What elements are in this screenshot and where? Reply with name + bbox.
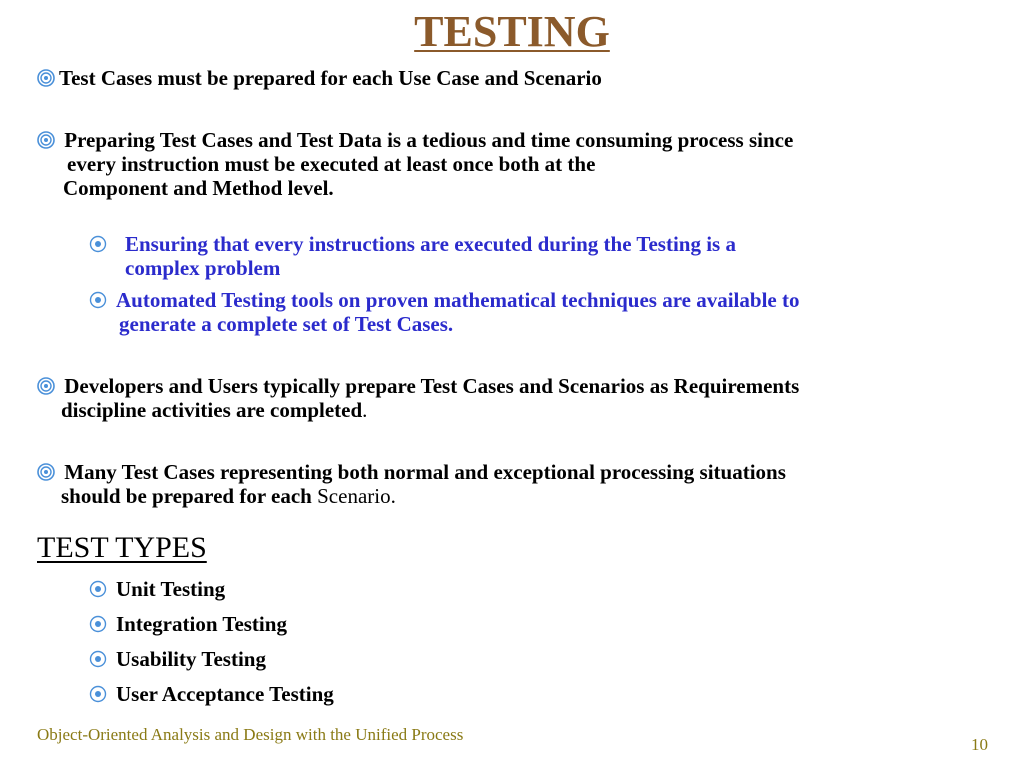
sub-bullet-2-line1: Automated Testing tools on proven mathematical techniques are available to [116,288,800,312]
test-type-label: Unit Testing [116,577,226,601]
sub-bullet-2-line2: generate a complete set of Test Cases. [119,312,454,336]
bullet-2-line1: Preparing Test Cases and Test Data is a tedious and time consuming process since [64,128,794,152]
bullet-4-line2-tail: Scenario. [311,484,396,508]
section-heading-test-types: TEST TYPES [37,531,207,564]
bullet-2 [37,128,793,200]
bullet-4-line1: Many Test Cases representing both normal and exceptional processing situations [64,460,786,484]
target-bullet-icon [89,615,107,633]
sub-bullet-1 [89,232,736,280]
page-number: 10 [971,735,988,754]
target-bullet-icon [89,650,107,668]
slide-title: TESTING [414,7,610,56]
test-type-label: User Acceptance Testing [116,682,334,706]
bullet-3-line2: discipline activities are completed [61,398,363,422]
bullet-4 [37,460,786,508]
target-bullet-icon [89,235,107,253]
test-type-item [89,647,266,671]
test-type-label: Usability Testing [116,647,266,671]
target-bullet-icon [89,580,107,598]
target-bullet-icon [37,463,55,481]
sub-bullet-2 [89,288,799,336]
target-bullet-icon [37,377,55,395]
bullet-3-line2-tail: . [362,398,368,422]
target-bullet-icon [37,69,55,87]
bullet-1 [37,66,602,90]
target-bullet-icon [37,131,55,149]
sub-bullet-1-line1: Ensuring that every instructions are executed during the Testing is a [125,232,736,256]
target-bullet-icon [89,291,107,309]
test-type-item [89,577,225,601]
bullet-4-line2: should be prepared for each [61,484,312,508]
test-type-item [89,612,287,636]
bullet-3-line1: Developers and Users typically prepare Test Cases and Scenarios as Requirements [64,374,800,398]
bullet-2-line3: Component and Method level. [63,176,334,200]
test-type-label: Integration Testing [116,612,287,636]
bullet-2-line2: every instruction must be executed at least once both at the [67,152,596,176]
sub-bullet-1-line2: complex problem [125,256,281,280]
target-bullet-icon [89,685,107,703]
bullet-3 [37,374,799,422]
bullet-1-text: Test Cases must be prepared for each Use Case and Scenario [59,66,602,90]
test-type-item [89,682,334,706]
slide-footer: Object-Oriented Analysis and Design with the Unified Process [37,725,464,744]
